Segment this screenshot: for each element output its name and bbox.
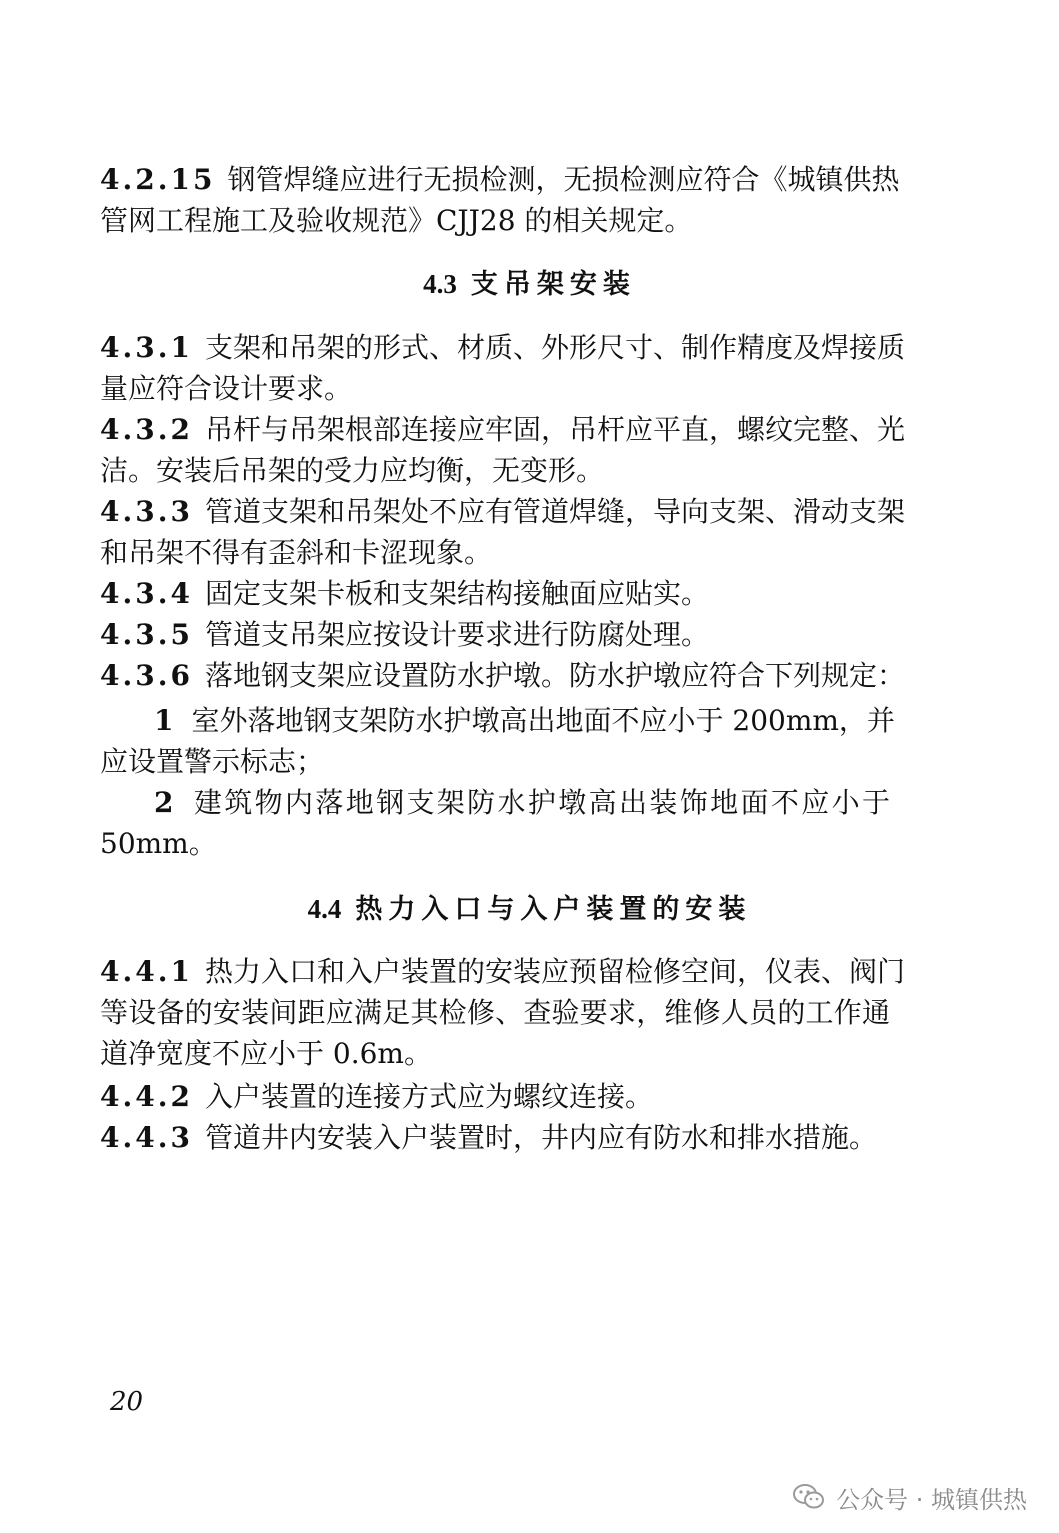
- clause-number: 4.3.1: [100, 331, 193, 364]
- clause-4-4-1: [100, 952, 905, 992]
- section-heading-4-3: [0, 264, 1059, 305]
- clause-4-3-1: [100, 328, 905, 368]
- section-heading-4-4: [0, 889, 1059, 930]
- clause-text-line: 洁。安装后吊架的受力应均衡，无变形。: [100, 454, 605, 487]
- clause-4-3-5: [100, 615, 890, 655]
- clause-text: 入户装置的连接方式应为螺纹连接。: [204, 1080, 653, 1113]
- section-title: 热力入口与入户装置的安装: [355, 894, 752, 925]
- clause-number: 4.3.4: [100, 577, 193, 610]
- list-item-1: [154, 701, 895, 741]
- item-number: 2: [154, 786, 174, 819]
- section-number: 4.4: [307, 894, 342, 924]
- item-text-line: 应设置警示标志；: [100, 745, 325, 778]
- clause-text: 钢管焊缝应进行无损检测，无损检测应符合《城镇供热: [227, 163, 900, 196]
- watermark-text: 公众号 · 城镇供热: [836, 1485, 1027, 1514]
- clause-text-line: 和吊架不得有歪斜和卡涩现象。: [100, 536, 493, 569]
- clause-number: 4.4.2: [100, 1080, 193, 1113]
- clause-number: 4.2.15: [100, 163, 216, 196]
- clause-text: 热力入口和入户装置的安装应预留检修空间，仪表、阀门: [204, 955, 905, 988]
- clause-text-line: 管网工程施工及验收规范》CJJ28 的相关规定。: [100, 204, 693, 237]
- item-text: 建筑物内落地钢支架防水护墩高出装饰地面不应小于: [191, 786, 890, 819]
- clause-text: 支架和吊架的形式、材质、外形尺寸、制作精度及焊接质: [204, 331, 905, 364]
- section-number: 4.3: [423, 269, 457, 299]
- clause-number: 4.4.1: [100, 955, 193, 988]
- item-text-line: 50mm。: [100, 827, 217, 860]
- clause-text: 落地钢支架应设置防水护墩。防水护墩应符合下列规定：: [204, 659, 905, 692]
- list-item-2: [154, 783, 890, 823]
- clause-text-line: 道净宽度不应小于 0.6m。: [100, 1037, 432, 1070]
- clause-text: 固定支架卡板和支架结构接触面应贴实。: [204, 577, 709, 610]
- section-title: 支吊架安装: [470, 269, 636, 300]
- clause-4-4-2: [100, 1077, 890, 1117]
- item-text: 室外落地钢支架防水护墩高出地面不应小于 200mm，并: [191, 704, 895, 737]
- watermark: [792, 1479, 1027, 1515]
- page-number: 20: [110, 1387, 144, 1417]
- clause-number: 4.3.6: [100, 659, 193, 692]
- clause-number: 4.4.3: [100, 1121, 193, 1154]
- clause-text: 吊杆与吊架根部连接应牢固，吊杆应平直，螺纹完整、光: [204, 413, 905, 446]
- clause-4-4-3: [100, 1118, 890, 1158]
- clause-4-3-4: [100, 574, 890, 614]
- clause-text: 管道支吊架应按设计要求进行防腐处理。: [204, 618, 709, 651]
- item-number: 1: [154, 704, 174, 737]
- clause-text: 管道井内安装入户装置时，井内应有防水和排水措施。: [204, 1121, 877, 1154]
- clause-number: 4.3.2: [100, 413, 193, 446]
- clause-number: 4.3.5: [100, 618, 193, 651]
- clause-text: 管道支架和吊架处不应有管道焊缝，导向支架、滑动支架: [204, 495, 905, 528]
- clause-4-3-3: [100, 492, 905, 532]
- clause-text-line: 量应符合设计要求。: [100, 372, 353, 405]
- wechat-icon: [792, 1482, 826, 1512]
- clause-4-3-2: [100, 410, 905, 450]
- clause-text-line: 等设备的安装间距应满足其检修、查验要求，维修人员的工作通: [100, 996, 890, 1029]
- clause-4-2-15: [100, 160, 900, 200]
- clause-4-3-6: [100, 656, 905, 696]
- clause-number: 4.3.3: [100, 495, 193, 528]
